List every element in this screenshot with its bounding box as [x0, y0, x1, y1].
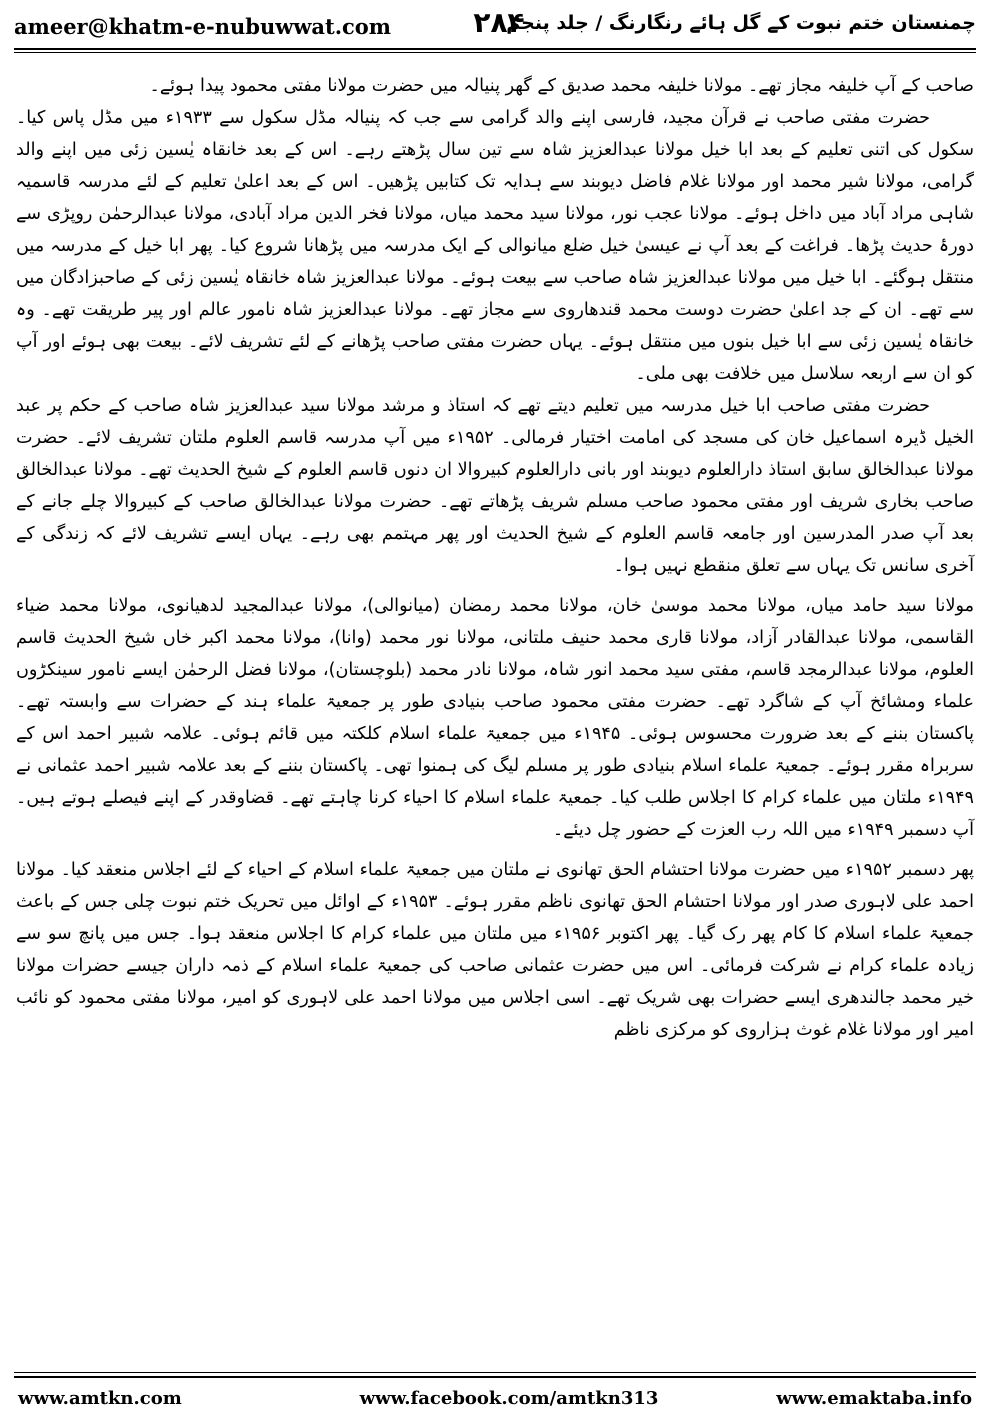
paragraph: حضرت مفتی صاحب نے قرآن مجید، فارسی اپنے والد گرامی سے جب کہ پنیالہ مڈل سکول سے ۱۹۳۳ء میں مڈل پاس کیا۔ سکول کی اتنی تعلیم کے بعد ابا خیل مولانا عبدالعزیز شاہ سے تین سال پڑھتے رہے۔ اس کے بعد خانقاہ یٰسین زئی میں اپنے والد گرامی، مولانا شیر محمد اور مولانا غلام فاضل دیوبند سے ہدایہ تک کتابیں پڑھیں۔ اس کے بعد اعلیٰ تعلیم کے لئے مدرسہ قاسمیہ شاہی مراد آباد میں داخل ہوئے۔ مولانا عجب نور، مولانا سید محمد میاں، مولانا فخر الدین مراد آبادی، مولانا عبدالرحمٰن روپڑی سے دورۂ حدیث پڑھا۔ فراغت کے بعد آپ نے عیسیٰ خیل ضلع میانوالی کے ایک مدرسہ میں پڑھانا شروع کیا۔ پھر ابا خیل کے مدرسہ میں منتقل ہوگئے۔ ابا خیل میں مولانا عبدالعزیز شاہ صاحب سے بیعت ہوئے۔ مولانا عبدالعزیز شاہ خانقاہ یٰسین زئی کے صاحبزادگان میں سے تھے۔ ان کے جد اعلیٰ حضرت دوست محمد قندھاروی سے مجاز تھے۔ مولانا عبدالعزیز شاہ نامور عالم اور پیر طریقت تھے۔ وہ خانقاہ یٰسین زئی سے ابا خیل بنوں میں منتقل ہوئے۔ یہاں حضرت مفتی صاحب پڑھانے کے لئے تشریف لائے۔ بیعت بھی ہوئے اور آپ کو ان سے اربعہ سلاسل میں خلافت بھی ملی۔ — [16, 108, 974, 384]
header-rule-thin — [14, 52, 976, 53]
book-title: چمنستان ختم نبوت کے گل ہائے رنگارنگ / جلد پنجم — [506, 12, 976, 34]
page-number: ۲۸۴ — [473, 6, 525, 39]
footer-link-amtkn: www.amtkn.com — [18, 1388, 182, 1409]
page-body — [16, 70, 974, 1046]
page-header — [14, 6, 976, 46]
footer-rule — [14, 1376, 976, 1378]
paragraph: صاحب کے آپ خلیفہ مجاز تھے۔ مولانا خلیفہ محمد صدیق کے گھر پنیالہ میں حضرت مولانا مفتی محمود پیدا ہوئے۔ — [149, 76, 974, 96]
footer-rule-thin — [14, 1372, 976, 1373]
header-email: ameer@khatm-e-nubuwwat.com — [14, 14, 392, 39]
page-footer — [14, 1384, 976, 1414]
paragraph: پھر دسمبر ۱۹۵۲ء میں حضرت مولانا احتشام الحق تھانوی نے ملتان میں جمعیۃ علماء اسلام کے احیاء کے لئے اجلاس منعقد کیا۔ مولانا احمد علی لاہوری صدر اور مولانا احتشام الحق تھانوی ناظم مقرر ہوئے۔ ۱۹۵۳ء کے اوائل میں تحریک ختم نبوت چلی جس کے باعث جمعیۃ علماء اسلام کا کام پھر رک گیا۔ پھر اکتوبر ۱۹۵۶ء میں ملتان میں علماء کرام کا اجلاس منعقد ہوا۔ جس میں پانچ سو سے زیادہ علماء کرام نے شرکت فرمائی۔ اس میں حضرت عثمانی صاحب کی جمعیۃ علماء اسلام کے ذمہ داران جیسے حضرات مولانا خیر محمد جالندھری ایسے حضرات بھی شریک تھے۔ اسی اجلاس میں مولانا احمد علی لاہوری کو امیر، مولانا مفتی محمود کو نائب امیر اور مولانا غلام غوث ہزاروی کو مرکزی ناظم — [16, 860, 975, 1040]
paragraph: مولانا سید حامد میاں، مولانا محمد موسیٰ خان، مولانا محمد رمضان (میانوالی)، مولانا عبدالمجید لدھیانوی، مولانا محمد ضیاء القاسمی، مولانا عبدالقادر آزاد، مولانا قاری محمد حنیف ملتانی، مولانا نور محمد (وانا)، مولانا محمد اکبر خاں شیخ الحدیث قاسم العلوم، مولانا عبدالرمجد قاسم، مفتی سید محمد انور شاہ، مولانا نادر محمد (بلوچستان)، مولانا فضل الرحمٰن ایسے نامور سینکڑوں علماء ومشائخ آپ کے شاگرد تھے۔ حضرت مفتی محمود صاحب بنیادی طور پر جمعیۃ علماء ہند کے حضرات سے وابستہ تھے۔ پاکستان بننے کے بعد ضرورت محسوس ہوئی۔ ۱۹۴۵ء میں جمعیۃ علماء اسلام کلکتہ میں قائم ہوئی۔ علامہ شبیر احمد اس کے سربراہ مقرر ہوئے۔ جمعیۃ علماء اسلام بنیادی طور پر مسلم لیگ کی ہمنوا تھی۔ پاکستان بننے کے بعد علامہ شبیر احمد عثمانی نے ۱۹۴۹ء ملتان میں علماء کرام کا اجلاس طلب کیا۔ جمعیۃ علماء اسلام کا احیاء کرنا چاہتے تھے۔ قضاوقدر کے اپنے فیصلے ہوتے ہیں۔ آپ دسمبر ۱۹۴۹ء میں اللہ رب العزت کے حضور چل دیئے۔ — [16, 596, 974, 840]
footer-link-emaktaba: www.emaktaba.info — [776, 1388, 972, 1409]
header-rule — [14, 48, 976, 50]
footer-link-facebook: www.facebook.com/amtkn313 — [359, 1388, 659, 1409]
paragraph: حضرت مفتی صاحب ابا خیل مدرسہ میں تعلیم دیتے تھے کہ استاذ و مرشد مولانا سید عبدالعزیز شاہ صاحب کے حکم پر عبد الخیل ڈیرہ اسماعیل خان کی مسجد کی امامت اختیار فرمالی۔ ۱۹۵۲ء میں آپ مدرسہ قاسم العلوم ملتان تشریف لائے۔ حضرت مولانا عبدالخالق سابق استاذ دارالعلوم دیوبند اور بانی دارالعلوم کبیروالا ان دنوں قاسم العلوم کے شیخ الحدیث تھے۔ مولانا عبدالخالق صاحب بخاری شریف اور مفتی محمود صاحب مسلم شریف پڑھاتے تھے۔ حضرت مولانا عبدالخالق صاحب کے کبیروالا چلے جانے کے بعد آپ صدر المدرسین اور جامعہ قاسم العلوم کے شیخ الحدیث اور پھر مہتمم بھی رہے۔ یہاں ایسے تشریف لائے کہ زندگی کے آخری سانس تک یہاں سے تعلق منقطع نہیں ہوا۔ — [16, 396, 974, 576]
